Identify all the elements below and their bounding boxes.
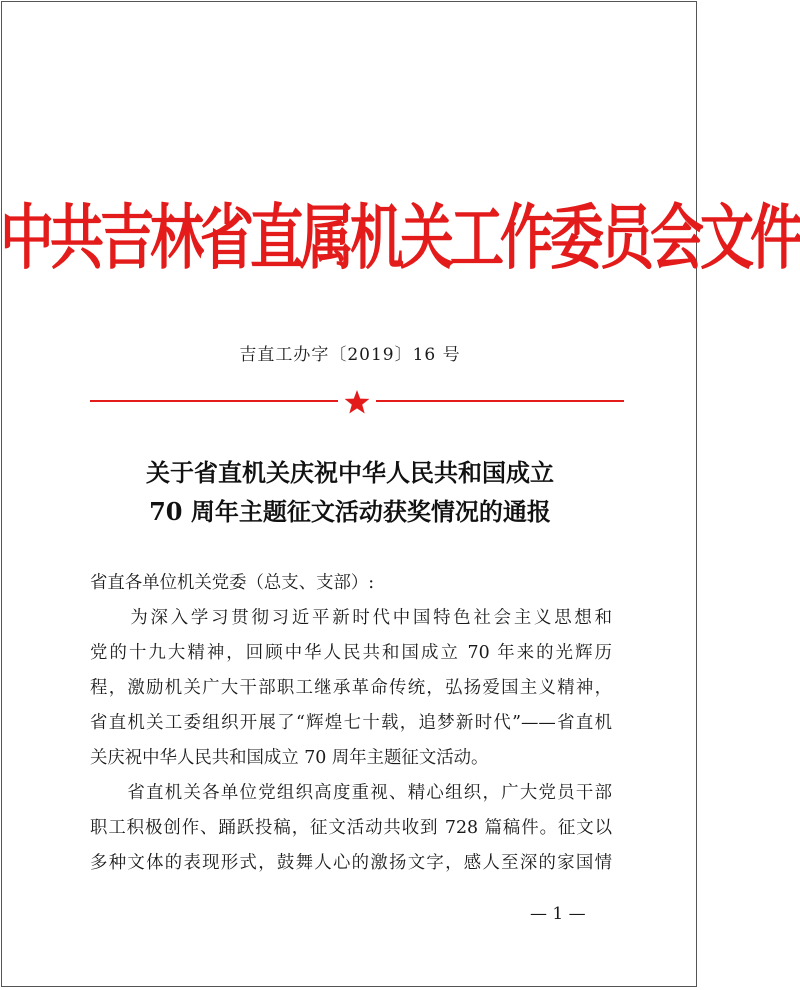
body-line: 省直机关工委组织开展了“辉煌七十载，追梦新时代”——省直机 — [90, 713, 612, 733]
salutation: 省直各单位机关党委（总支、支部）: — [90, 573, 375, 593]
document-title-line-2: 70 周年主题征文活动获奖情况的通报 — [149, 497, 551, 526]
red-rule-right — [376, 400, 624, 402]
body-line: 职工积极创作、踊跃投稿，征文活动共收到 728 篇稿件。征文以 — [90, 818, 612, 838]
document-number: 吉直工办字〔2019〕16 号 — [239, 345, 461, 365]
body-line: 关庆祝中华人民共和国成立 70 周年主题征文活动。 — [90, 748, 489, 768]
page-number: — 1 — — [530, 904, 586, 924]
body-line: 省直机关各单位党组织高度重视、精心组织，广大党员干部 — [90, 783, 612, 803]
red-rule-left — [90, 400, 338, 402]
document-masthead: 中共吉林省直属机关工作委员会文件 — [0, 195, 800, 279]
document-title-line-1: 关于省直机关庆祝中华人民共和国成立 — [146, 458, 554, 487]
body-line: 程，激励机关广大干部职工继承革命传统，弘扬爱国主义精神， — [90, 678, 612, 698]
body-line: 党的十九大精神，回顾中华人民共和国成立 70 年来的光辉历 — [90, 643, 612, 663]
red-star-icon — [344, 389, 370, 415]
body-line: 多种文体的表现形式，鼓舞人心的激扬文字，感人至深的家国情 — [90, 853, 612, 873]
body-line: 为深入学习贯彻习近平新时代中国特色社会主义思想和 — [90, 608, 612, 628]
